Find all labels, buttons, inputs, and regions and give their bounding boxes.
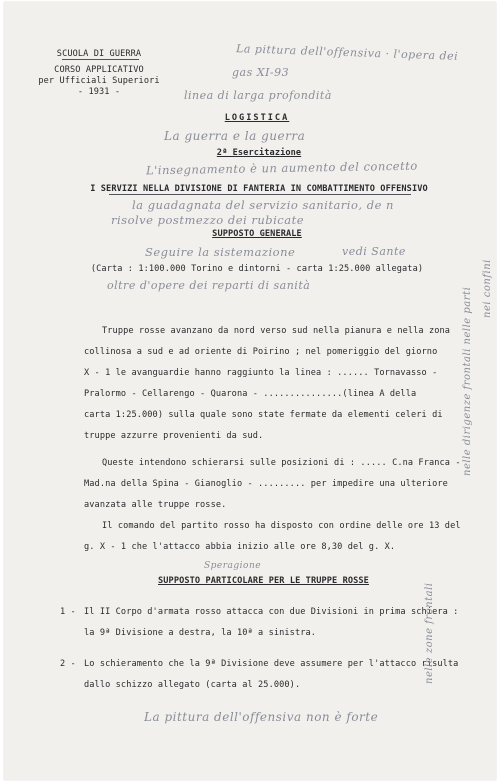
subject-title: I SERVIZI NELLA DIVISIONE DI FANTERIA IN COMBATTIMENTO OFFENSIVO xyxy=(90,184,428,194)
item-line: Lo schieramento che la 9ª Divisione deve assumere per l'attacco risulta xyxy=(84,659,459,669)
handwritten-note: La pittura dell'offensiva · l'opera dei xyxy=(235,42,459,63)
margin-note: nei confini xyxy=(482,259,493,318)
section-general-title: SUPPOSTO GENERALE xyxy=(212,229,302,239)
handwritten-note: La guerra e la guerra xyxy=(164,129,306,143)
header-school: SCUOLA DI GUERRA xyxy=(56,49,142,59)
item-line: Il II Corpo d'armata rosso attacca con due Divisioni in prima schiera : xyxy=(84,607,459,617)
handwritten-note: L'insegnamento è un aumento del concetto xyxy=(145,158,418,178)
section-particular-title: SUPPOSTO PARTICOLARE PER LE TRUPPE ROSSE xyxy=(158,576,369,586)
body-line: avanzata alle truppe rosse. xyxy=(84,500,227,510)
handwritten-note: linea di larga profondità xyxy=(184,89,332,102)
margin-note: nelle dirigenze frontali nelle parti xyxy=(462,286,473,476)
maps-reference: (Carta : 1:100.000 Torino e dintorni - carta 1:25.000 allegata) xyxy=(90,264,424,274)
body-line: truppe azzurre provenienti da sud. xyxy=(84,431,264,441)
subject-underline xyxy=(109,194,411,195)
document-page xyxy=(4,2,496,780)
body-line: Truppe rosse avanzano da nord verso sud nella pianura e nella zona xyxy=(102,326,451,336)
handwritten-note: vedi Sante xyxy=(342,245,406,258)
handwritten-note: Seguire la sistemazione xyxy=(145,245,296,259)
body-line: carta 1:25.000) sulla quale sono state fermate da elementi celeri di xyxy=(84,410,443,420)
body-line: Queste intendono schierarsi sulle posizioni di : ..... C.na Franca - xyxy=(102,458,461,468)
header-audience: per Ufficiali Superiori xyxy=(38,76,160,86)
handwritten-note: Speragione xyxy=(204,561,262,571)
body-line: Mad.na della Spina - Gianoglio - ......... per impedire una ulteriore xyxy=(84,479,448,489)
handwritten-note: oltre d'opere dei reparti di sanità xyxy=(107,279,311,292)
body-line: X - 1 le avanguardie hanno raggiunto la linea : ...... Tornavasso - xyxy=(84,368,438,378)
body-line: g. X - 1 che l'attacco abbia inizio alle ore 8,30 del g. X. xyxy=(84,542,396,552)
handwritten-note: gas XI-93 xyxy=(232,66,290,79)
handwritten-note: La pittura dell'offensiva non è forte xyxy=(144,710,379,724)
item-number: 1 - xyxy=(60,607,76,617)
exercise-title: 2ª Esercitazione xyxy=(216,148,302,158)
item-line: dallo schizzo allegato (carta al 25.000). xyxy=(84,680,301,690)
page-title: LOGISTICA xyxy=(224,113,290,123)
header-year: - 1931 - xyxy=(77,87,121,97)
margin-note: nelle zone frontali xyxy=(424,582,435,684)
header-course: CORSO APPLICATIVO xyxy=(54,65,144,75)
item-number: 2 - xyxy=(60,659,76,669)
item-line: la 9ª Divisione a destra, la 10ª a sinistra. xyxy=(84,628,317,638)
header-underline xyxy=(62,59,139,60)
handwritten-note: la guadagnata del servizio sanitario, de n xyxy=(132,198,394,212)
body-line: collinosa a sud e ad oriente di Poirino ; nel pomeriggio del giorno xyxy=(84,347,438,357)
body-line: Pralormo - Cellarengo - Quarona - ...............(linea A della xyxy=(84,389,417,399)
body-line: Il comando del partito rosso ha disposto con ordine delle ore 13 del xyxy=(102,521,461,531)
handwritten-note: risolve postmezzo dei rubicate xyxy=(111,213,305,227)
